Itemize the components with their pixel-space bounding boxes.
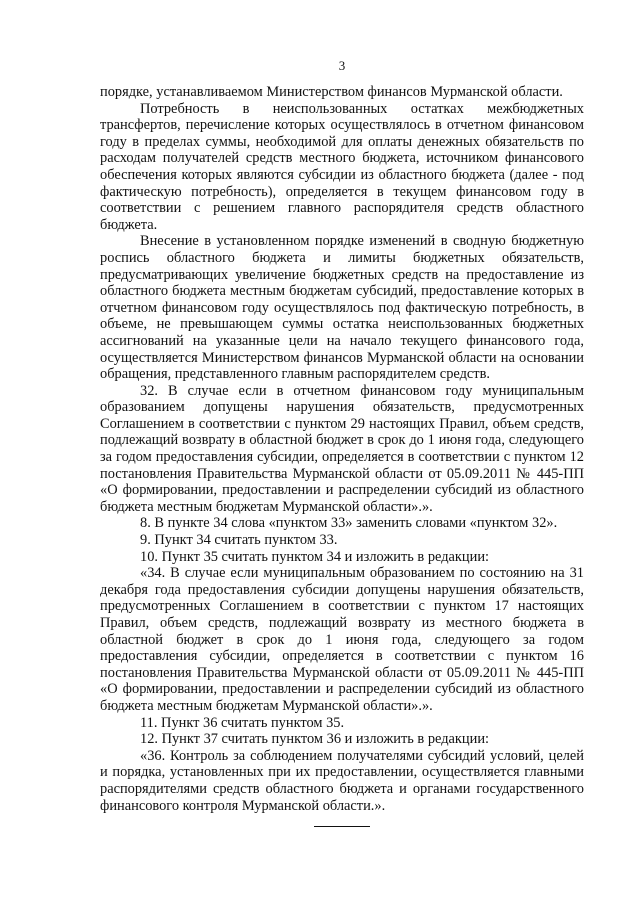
- document-page: [100, 58, 584, 827]
- paragraph-3: 32. В случае если в отчетном финансовом году муниципальным образованием допущены нарушения обязательств, предусмотренных Соглашением в соответствии с пунктом 29 настоящих Правил, объем средств, подлежащий возврату в областной бюджет в срок до 1 июня года, следующего за годом предоставления субсидии, определяется в соответствии с пунктом 12 постановления Правительства Мурманской области от 05.09.2011 № 445-ПП «О формировании, предоставлении и распределении субсидий из областного бюджета местным бюджетам Мурманской области».».: [100, 382, 584, 515]
- page-number: 3: [338, 58, 346, 73]
- paragraph-2: Внесение в установленном порядке изменений в сводную бюджетную роспись областного бюджета и лимиты бюджетных обязательств, предусматривающих увеличение бюджетных средств на предоставление из областного бюджета местным бюджетам субсидий, предоставление которых в отчетном финансовом году осуществлялось под фактическую потребность, в объеме, не превышающем суммы остатка неиспользованных бюджетных ассигнований на указанные цели на начало текущего финансового года, осуществляется Министерством финансов Мурманской области на основании обращения, представленного главным распорядителем средств.: [100, 233, 584, 383]
- paragraph-4: 8. В пункте 34 слова «пунктом 33» заменить словами «пунктом 32».: [140, 515, 558, 532]
- paragraph-0: порядке, устанавливаемом Министерством финансов Мурманской области.: [100, 84, 563, 100]
- paragraph-9: 12. Пункт 37 считать пунктом 36 и изложить в редакции:: [140, 731, 490, 748]
- paragraph-10: «36. Контроль за соблюдением получателями субсидий условий, целей и порядка, установленных при их предоставлении, осуществляется главными распорядителями средств областного бюджета и органами государственного финансового контроля Мурманской области.».: [100, 747, 584, 814]
- closing-separator-line: [314, 826, 370, 827]
- paragraph-1: Потребность в неиспользованных остатках межбюджетных трансфертов, перечисление которых осуществлялось в отчетном финансовом году в пределах суммы, необходимой для оплаты денежных обязательств по расходам получателей средств местного бюджета, источником финансового обеспечения которых являются субсидии из областного бюджета (далее - под фактическую потребность), определяется в текущем финансовом году в соответствии с решением главного распорядителя средств областного бюджета.: [100, 100, 584, 233]
- paragraph-7: «34. В случае если муниципальным образованием по состоянию на 31 декабря года предоставления субсидии допущены нарушения обязательств, предусмотренных Соглашением в соответствии с пунктом 17 настоящих Правил, объем средств, подлежащий возврату из местного бюджета в областной бюджет в срок до 1 июня года, следующего за годом предоставления субсидии, определяется в соответствии с пунктом 16 постановления Правительства Мурманской области от 05.09.2011 № 445-ПП «О формировании, предоставлении и распределении субсидий из областного бюджета местным бюджетам Мурманской области».».: [100, 565, 584, 714]
- paragraph-5: 9. Пункт 34 считать пунктом 33.: [140, 532, 338, 549]
- paragraph-6: 10. Пункт 35 считать пунктом 34 и изложить в редакции:: [140, 548, 490, 565]
- document-body: [100, 84, 584, 814]
- paragraph-8: 11. Пункт 36 считать пунктом 35.: [140, 714, 345, 731]
